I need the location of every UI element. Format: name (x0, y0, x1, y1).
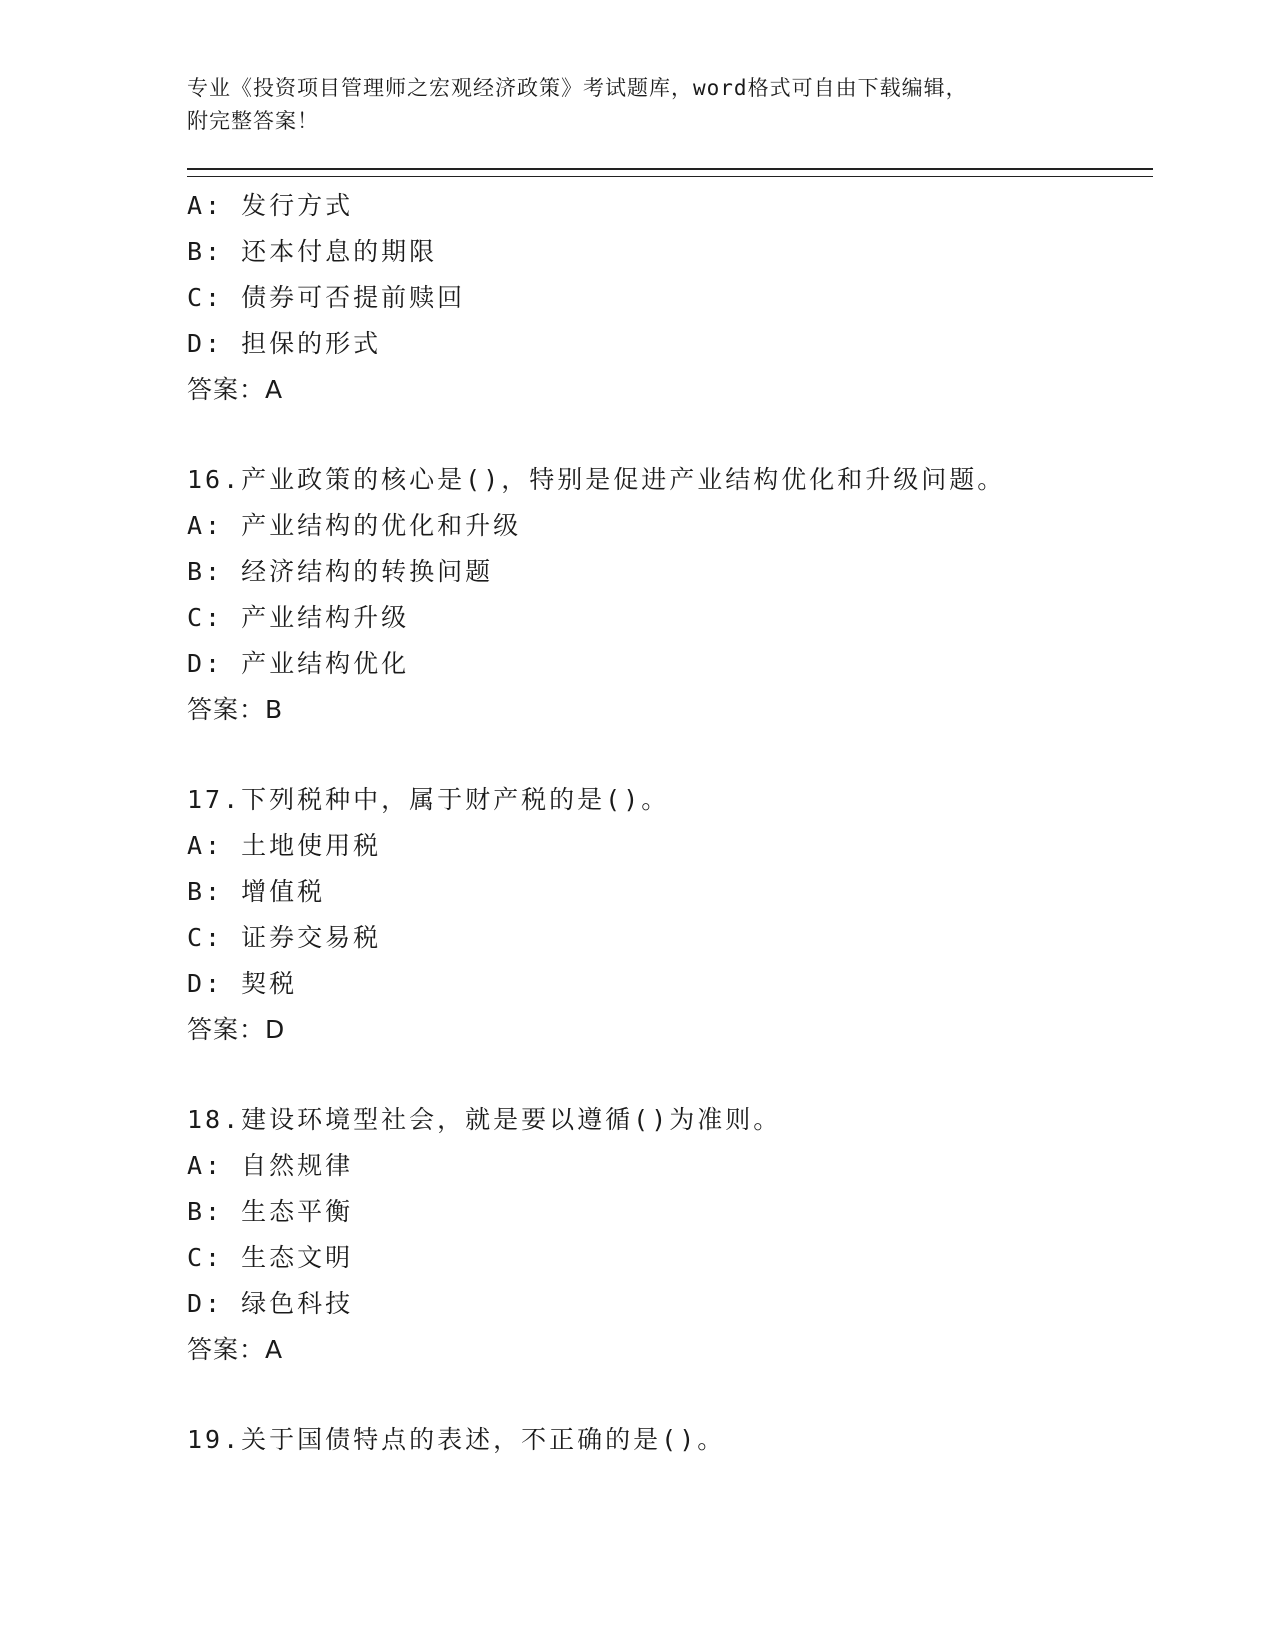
question-list (187, 183, 1153, 1463)
answer: 答案：A (187, 1335, 284, 1364)
option-b: B: 还本付息的期限 (187, 237, 438, 266)
answer: 答案：A (187, 375, 284, 404)
question-18 (187, 1097, 1153, 1373)
question-text: 19.关于国债特点的表述，不正确的是()。 (187, 1425, 726, 1454)
spacer (187, 1053, 1153, 1097)
spacer (187, 1373, 1153, 1417)
question-text: 18.建设环境型社会，就是要以遵循()为准则。 (187, 1105, 782, 1134)
spacer (187, 733, 1153, 777)
option-b: B: 增值税 (187, 877, 326, 906)
option-a: A: 土地使用税 (187, 831, 382, 860)
header-title-line-1: 专业《投资项目管理师之宏观经济政策》考试题库，word格式可自由下载编辑， (187, 76, 968, 100)
option-c: C: 债券可否提前赎回 (187, 283, 466, 312)
document-page (187, 72, 1153, 1463)
question-19 (187, 1417, 1153, 1463)
question-17 (187, 777, 1153, 1053)
header-divider (187, 168, 1153, 177)
option-d: D: 担保的形式 (187, 329, 382, 358)
option-a: A: 自然规律 (187, 1151, 354, 1180)
spacer (187, 413, 1153, 457)
question-text: 17.下列税种中，属于财产税的是()。 (187, 785, 670, 814)
option-d: D: 绿色科技 (187, 1289, 354, 1318)
question-text: 16.产业政策的核心是()，特别是促进产业结构优化和升级问题。 (187, 465, 1006, 494)
question-15 (187, 183, 1153, 413)
question-16 (187, 457, 1153, 733)
document-header (187, 72, 1153, 138)
option-d: D: 契税 (187, 969, 298, 998)
option-c: C: 证券交易税 (187, 923, 382, 952)
option-d: D: 产业结构优化 (187, 649, 410, 678)
option-c: C: 生态文明 (187, 1243, 354, 1272)
header-title-line-2: 附完整答案！ (187, 109, 319, 133)
option-b: B: 经济结构的转换问题 (187, 557, 494, 586)
option-c: C: 产业结构升级 (187, 603, 410, 632)
option-a: A: 发行方式 (187, 191, 354, 220)
answer: 答案：B (187, 695, 284, 724)
option-a: A: 产业结构的优化和升级 (187, 511, 522, 540)
option-b: B: 生态平衡 (187, 1197, 354, 1226)
answer: 答案：D (187, 1015, 286, 1044)
